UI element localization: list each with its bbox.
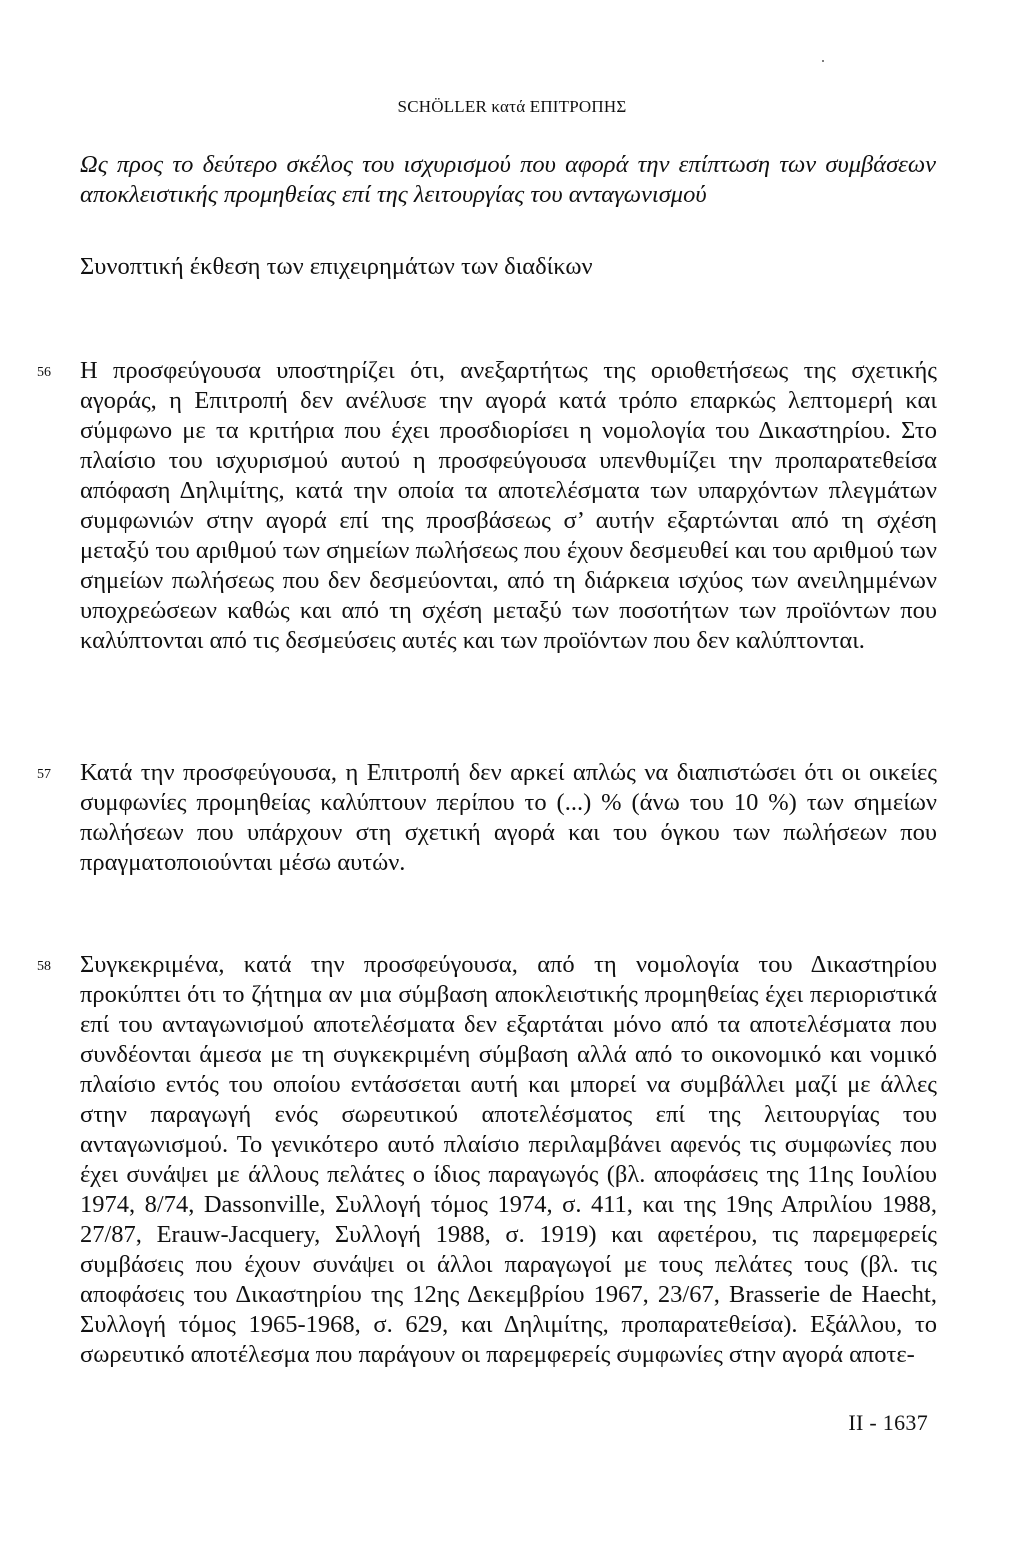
paragraph-number: 58 [37, 959, 51, 974]
paragraph-56: Η προσφεύγουσα υποστηρίζει ότι, ανεξαρτήτως της οριοθετήσεως της σχετικής αγοράς, η Επιτροπή δεν ανέλυσε την αγορά κατά τρόπο επαρκώς λεπτομερή και σύμφωνο με τα κριτήρια που έχει προσδιορίσει η νομολογία του Δικαστηρίου. Στο πλαίσιο του ισχυρισμού αυτού η προσφεύγουσα υπενθυμίζει την προπαρατεθείσα απόφαση Δηλιμίτης, κατά την οποία τα αποτελέσματα των υπαρχόντων πλεγμάτων συμφωνιών στην αγορά επί της προσβάσεως σ’ αυτήν εξαρτώνται από τη σχέση μεταξύ του αριθμού των σημείων πωλήσεως που έχουν δεσμευθεί και του αριθμού των σημείων πωλήσεως που δεν δεσμεύονται, από τη διάρκεια ισχύος των ανειλημμένων υποχρεώσεων καθώς και από τη σχέση μεταξύ των ποσοτήτων των προϊόντων που καλύπτονται από τις δεσμεύσεις αυτές και των προϊόντων που δεν καλύπτονται. [80, 357, 937, 654]
paragraph-57: Κατά την προσφεύγουσα, η Επιτροπή δεν αρκεί απλώς να διαπιστώσει ότι οι οικείες συμφωνίες προμηθείας καλύπτουν περίπου το (...) % (άνω του 10 %) των σημείων πωλήσεων που υπάρχουν στη σχετική αγορά και του όγκου των πωλήσεων που πραγματοποιούνται μέσω αυτών. [80, 759, 937, 876]
paragraph-number: 56 [37, 365, 51, 380]
paragraph-number: 57 [37, 767, 51, 782]
section-heading: Ως προς το δεύτερο σκέλος του ισχυρισμού που αφορά την επίπτωση των συμβάσεων αποκλειστικής προμηθείας επί της λειτουργίας του ανταγωνισμού [80, 151, 936, 208]
paragraph-58: Συγκεκριμένα, κατά την προσφεύγουσα, από τη νομολογία του Δικαστηρίου προκύπτει ότι το ζήτημα αν μια σύμβαση αποκλειστικής προμηθείας έχει περιοριστικά επί του ανταγωνισμού αποτελέσματα δεν εξαρτάται μόνο από τα αποτελέσματα που συνδέονται άμεσα με τη συγκεκριμένη σύμβαση αλλά από το οικονομικό και νομικό πλαίσιο εντός του οποίου εντάσσεται αυτή και μπορεί να συμβάλλει μαζί με άλλες στην παραγωγή ενός σωρευτικού αποτελέσματος επί της λειτουργίας του ανταγωνισμού. Το γενικότερο αυτό πλαίσιο περιλαμβάνει αφενός τις συμφωνίες που έχει συνάψει με άλλους πελάτες ο ίδιος παραγωγός (βλ. αποφάσεις της 11ης Ιουλίου 1974, 8/74, Dassonville, Συλλογή τόμος 1974, σ. 411, και της 19ης Απριλίου 1988, 27/87, Erauw-Jacquery, Συλλογή 1988, σ. 1919) και αφετέρου, τις παρεμφερείς συμβάσεις που έχουν συνάψει οι άλλοι παραγωγοί με τους πελάτες τους (βλ. τις αποφάσεις του Δικαστηρίου της 12ης Δεκεμβρίου 1967, 23/67, Brasserie de Haecht, Συλλογή τόμος 1965-1968, σ. 629, και Δηλιμίτης, προπαρατεθείσα). Εξάλλου, το σωρευτικό αποτέλεσμα που παράγουν οι παρεμφερείς συμφωνίες στην αγορά αποτε- [80, 951, 937, 1368]
speck [822, 60, 824, 62]
running-header: SCHÖLLER κατά ΕΠΙΤΡΟΠΗΣ [397, 97, 627, 116]
section-subheading: Συνοπτική έκθεση των επιχειρημάτων των διαδίκων [80, 253, 593, 280]
page-number: II - 1637 [848, 1410, 928, 1435]
